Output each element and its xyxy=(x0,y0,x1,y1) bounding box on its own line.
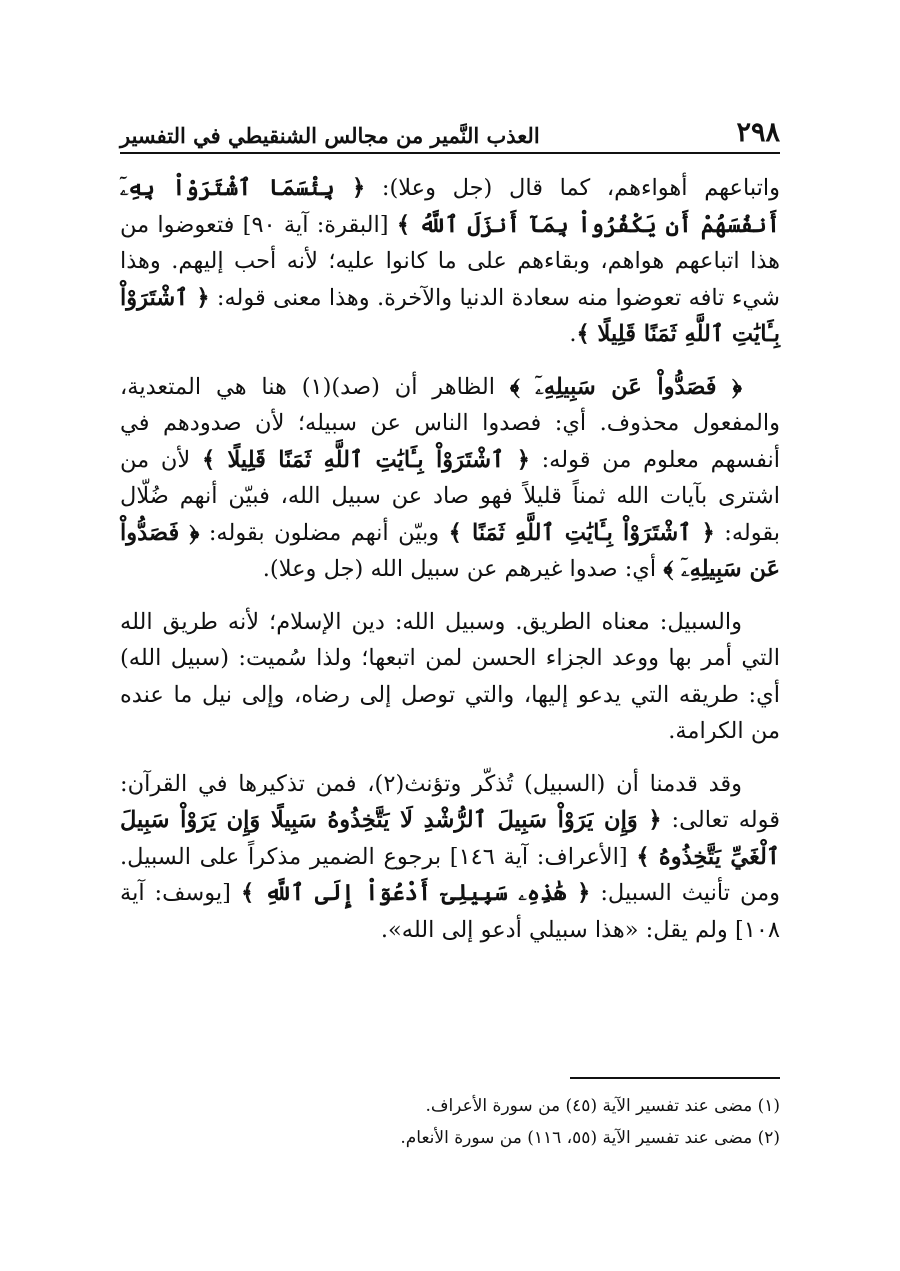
quran-verse: ﴿ ٱشْتَرَوْاْ بِـَٔايَٰتِ ٱللَّهِ ثَمَنًا قَلِيلًا ﴾ xyxy=(201,446,530,473)
quran-verse: ﴿ فَصَدُّواْ عَن سَبِيلِهِۦٓ ﴾ xyxy=(120,519,780,582)
quran-verse: ﴿ ٱشْتَرَوْاْ بِـَٔايَٰتِ ٱللَّهِ ثَمَنًا قَلِيلًا ﴾ xyxy=(120,284,780,347)
text-run: أي: صدوا غيرهم عن سبيل الله (جل وعلا). xyxy=(262,556,664,582)
footnote-divider xyxy=(570,1077,780,1079)
text-run: وقد قدمنا أن (السبيل) تُذكّر وتؤنث(٢)، فمن تذكيرها في القرآن: قوله تعالى: xyxy=(120,770,781,833)
footnote-2: (٢) مضى عند تفسير الآية (٥٥، ١١٦) من سورة الأنعام. xyxy=(400,1128,780,1148)
quran-verse: ﴿ فَصَدُّواْ عَن سَبِيلِهِۦٓ ﴾ xyxy=(509,373,742,400)
text-run: [البقرة: آية ٩٠] فتعوضوا من هذا اتباعهم هواهم، وبقاءهم على ما كانوا عليه؛ لأنه أحب إليهم. وهذا شيء تافه تعوضوا منه سعادة الدنيا والآخرة. وهذا معنى قوله: xyxy=(120,211,781,311)
text-run: . xyxy=(569,321,577,347)
paragraph xyxy=(120,766,780,949)
body-text xyxy=(120,170,780,948)
quran-verse: ﴿ بِئْسَمَا ٱشْتَرَوْاْ بِهِۦٓ أَنفُسَهُمْ أَن يَكْفُرُواْ بِمَآ أَنزَلَ ٱللَّهُ ﴾ xyxy=(120,175,780,238)
quran-verse: ﴿ هَٰذِهِۦ سَبِيلِىٓ أَدْعُوٓاْ إِلَى ٱللَّهِ ﴾ xyxy=(240,880,591,906)
quran-verse: ﴿ وَإِن يَرَوْاْ سَبِيلَ ٱلرُّشْدِ لَا يَتَّخِذُوهُ سَبِيلًا وَإِن يَرَوْاْ سَبِيلَ ٱلْغَيِّ يَتَّخِذُوهُ ﴾ xyxy=(120,807,780,870)
text-run: [الأعراف: آية ١٤٦] برجوع الضمير مذكراً على السبيل. ومن تأنيث السبيل: xyxy=(120,843,780,906)
header-divider xyxy=(120,152,780,154)
text-run: لأن من اشترى بآيات الله ثمناً قليلاً فهو صاد عن سبيل الله، فبيّن أنهم ضُلّال بقوله: xyxy=(120,446,781,546)
page-header xyxy=(120,112,780,148)
paragraph xyxy=(120,170,780,353)
paragraph xyxy=(120,604,780,750)
text-run: الظاهر أن (صد)(١) هنا هي المتعدية، والمفعول محذوف. أي: فصدوا الناس عن سبيله؛ لأن صدودهم في أنفسهم معلوم من قوله: xyxy=(120,373,780,473)
book-page xyxy=(120,100,780,1200)
footnotes xyxy=(120,1090,780,1154)
page-number: ٢٩٨ xyxy=(736,117,780,148)
footnote-1: (١) مضى عند تفسير الآية (٤٥) من سورة الأعراف. xyxy=(425,1096,780,1116)
paragraph xyxy=(120,369,780,588)
text-run: [يوسف: آية ١٠٨] ولم يقل: «هذا سبيلي أدعو إلى الله». xyxy=(120,880,780,943)
text-run: وبيّن أنهم مضلون بقوله: xyxy=(199,519,449,546)
text-run: واتباعهم أهواءهم، كما قال (جل وعلا): xyxy=(365,175,781,201)
running-title: العذب النَّمير من مجالس الشنقيطي في التفسير xyxy=(120,123,540,148)
quran-verse: ﴿ ٱشْتَرَوْاْ بِـَٔايَٰتِ ٱللَّهِ ثَمَنًا ﴾ xyxy=(448,519,715,546)
text-run: والسبيل: معناه الطريق. وسبيل الله: دين الإسلام؛ لأنه طريق الله التي أمر بها ووعد الجزاء الحسن لمن اتبعها؛ ولذا سُميت: (سبيل الله) أي: طريقه التي يدعو إليها، والتي توصل إلى رضاه، وإلى نيل ما عنده من الكرامة. xyxy=(120,608,780,744)
